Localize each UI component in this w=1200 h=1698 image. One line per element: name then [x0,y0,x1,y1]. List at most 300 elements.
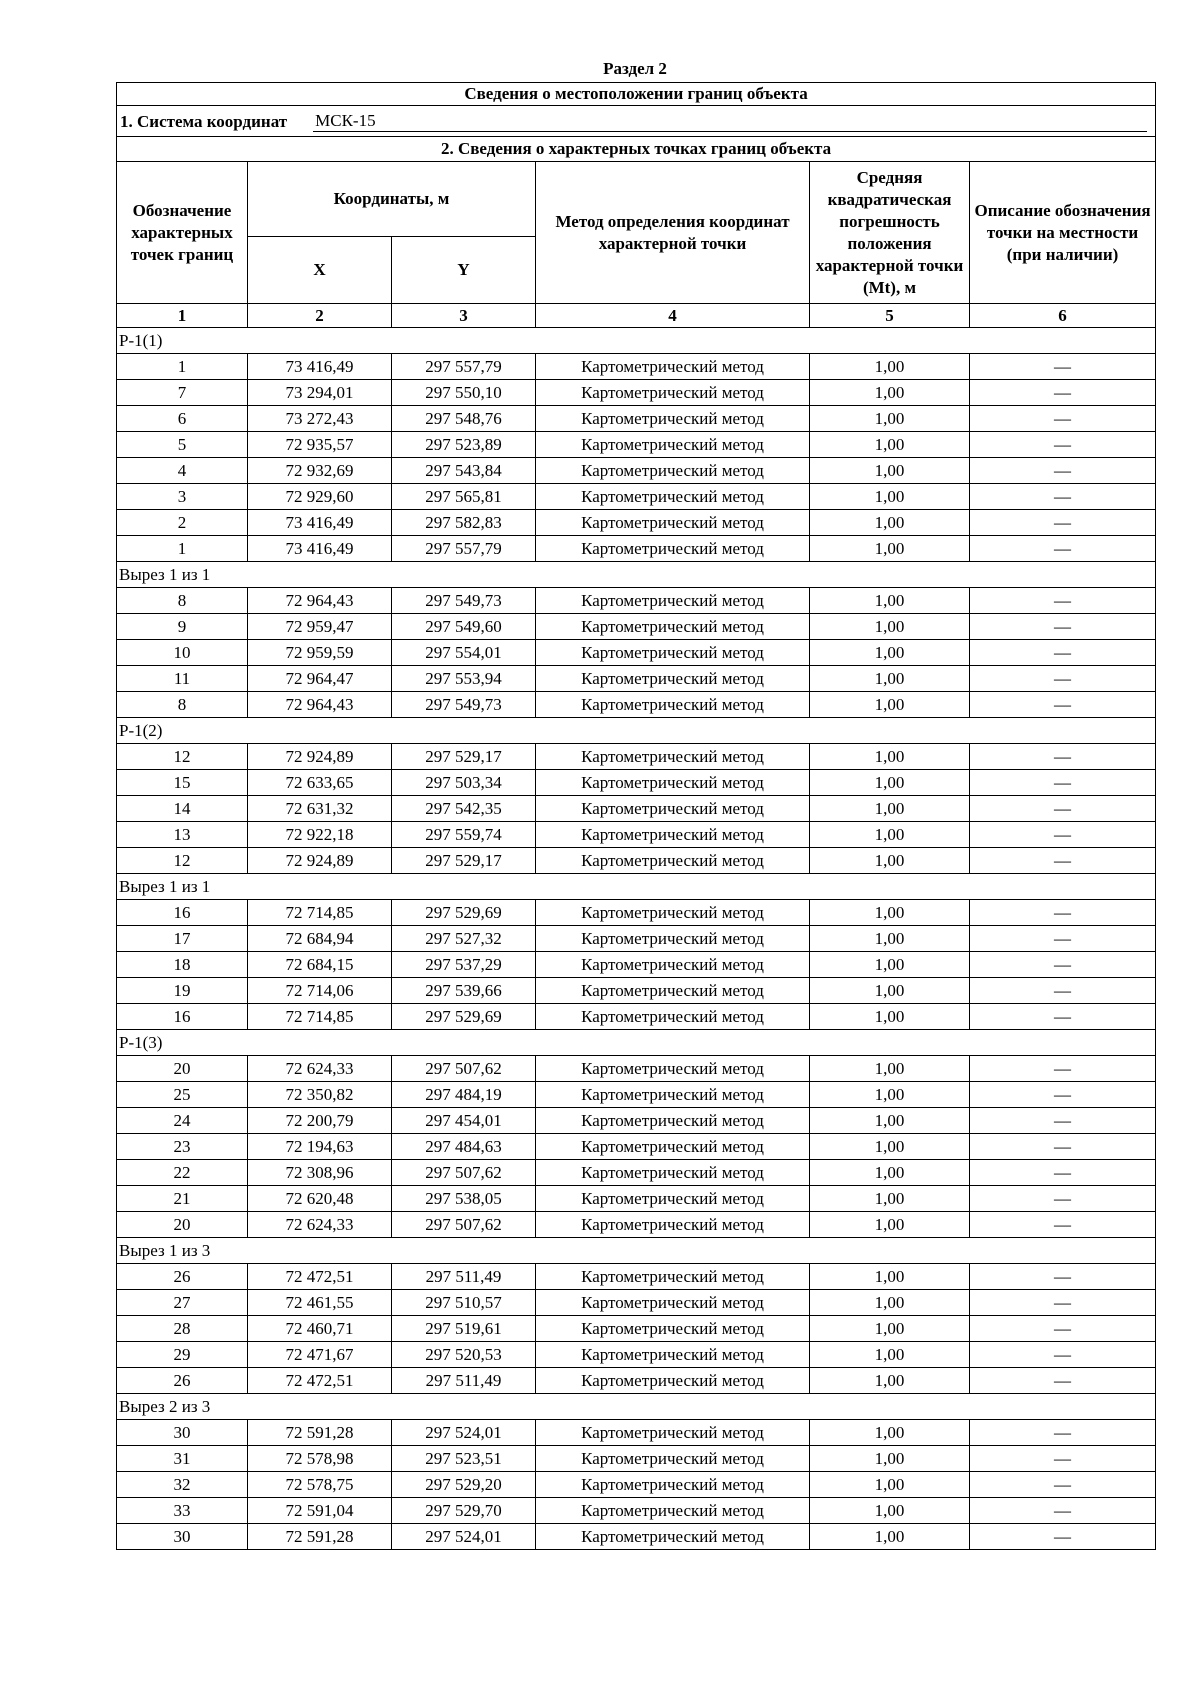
method-cell: Картометрический метод [536,822,810,848]
accuracy-cell: 1,00 [810,1186,970,1212]
description-cell: — [970,1420,1156,1446]
method-cell: Картометрический метод [536,770,810,796]
method-cell: Картометрический метод [536,1524,810,1550]
method-cell: Картометрический метод [536,978,810,1004]
y-coordinate-cell: 297 510,57 [392,1290,536,1316]
description-cell: — [970,1472,1156,1498]
column-numbers-row [117,304,1156,328]
accuracy-cell: 1,00 [810,640,970,666]
y-coordinate-cell: 297 553,94 [392,666,536,692]
x-coordinate-cell: 73 416,49 [248,354,392,380]
y-coordinate-cell: 297 523,51 [392,1446,536,1472]
method-cell: Картометрический метод [536,354,810,380]
y-coordinate-cell: 297 524,01 [392,1524,536,1550]
description-cell: — [970,432,1156,458]
y-coordinate-cell: 297 507,62 [392,1160,536,1186]
point-number-cell: 30 [117,1420,248,1446]
y-coordinate-cell: 297 484,63 [392,1134,536,1160]
description-cell: — [970,510,1156,536]
description-cell: — [970,1082,1156,1108]
method-cell: Картометрический метод [536,952,810,978]
point-number-cell: 10 [117,640,248,666]
description-cell: — [970,822,1156,848]
column-number: 5 [810,304,970,328]
x-coordinate-cell: 72 471,67 [248,1342,392,1368]
description-cell: — [970,952,1156,978]
method-cell: Картометрический метод [536,1342,810,1368]
accuracy-cell: 1,00 [810,1004,970,1030]
accuracy-cell: 1,00 [810,1368,970,1394]
table-row [117,1264,1156,1290]
description-cell: — [970,1316,1156,1342]
column-number: 1 [117,304,248,328]
table-row [117,822,1156,848]
group-label: Вырез 2 из 3 [117,1394,1156,1420]
x-coordinate-cell: 72 591,28 [248,1420,392,1446]
x-coordinate-cell: 72 684,15 [248,952,392,978]
point-number-cell: 23 [117,1134,248,1160]
x-coordinate-cell: 73 272,43 [248,406,392,432]
method-cell: Картометрический метод [536,1420,810,1446]
y-coordinate-cell: 297 529,69 [392,1004,536,1030]
table-row [117,666,1156,692]
method-cell: Картометрический метод [536,1446,810,1472]
x-coordinate-cell: 72 684,94 [248,926,392,952]
point-number-cell: 29 [117,1342,248,1368]
table-row [117,848,1156,874]
description-cell: — [970,1290,1156,1316]
method-cell: Картометрический метод [536,614,810,640]
y-coordinate-cell: 297 520,53 [392,1342,536,1368]
y-coordinate-cell: 297 523,89 [392,432,536,458]
accuracy-cell: 1,00 [810,692,970,718]
description-cell: — [970,978,1156,1004]
table-row [117,952,1156,978]
table-row [117,536,1156,562]
description-cell: — [970,744,1156,770]
description-cell: — [970,926,1156,952]
point-number-cell: 20 [117,1056,248,1082]
point-number-cell: 3 [117,484,248,510]
point-number-cell: 26 [117,1368,248,1394]
point-number-cell: 26 [117,1264,248,1290]
accuracy-cell: 1,00 [810,848,970,874]
method-cell: Картометрический метод [536,1368,810,1394]
accuracy-cell: 1,00 [810,406,970,432]
accuracy-cell: 1,00 [810,770,970,796]
description-cell: — [970,666,1156,692]
description-cell: — [970,1368,1156,1394]
method-cell: Картометрический метод [536,1264,810,1290]
method-cell: Картометрический метод [536,484,810,510]
table-row [117,1082,1156,1108]
x-coordinate-cell: 72 631,32 [248,796,392,822]
point-number-cell: 25 [117,1082,248,1108]
point-number-cell: 19 [117,978,248,1004]
accuracy-cell: 1,00 [810,926,970,952]
coordinate-system-value: МСК-15 [313,111,1147,132]
description-cell: — [970,536,1156,562]
x-coordinate-cell: 72 350,82 [248,1082,392,1108]
y-coordinate-cell: 297 565,81 [392,484,536,510]
y-coordinate-cell: 297 548,76 [392,406,536,432]
group-label: Р-1(3) [117,1030,1156,1056]
y-coordinate-cell: 297 503,34 [392,770,536,796]
x-coordinate-cell: 73 294,01 [248,380,392,406]
y-coordinate-cell: 297 549,73 [392,588,536,614]
description-cell: — [970,1264,1156,1290]
method-cell: Картометрический метод [536,848,810,874]
header-accuracy: Средняя квадратическая погрешность положения характерной точки (Mt), м [810,162,970,304]
accuracy-cell: 1,00 [810,1498,970,1524]
description-cell: — [970,770,1156,796]
y-coordinate-cell: 297 529,69 [392,900,536,926]
description-cell: — [970,848,1156,874]
point-number-cell: 33 [117,1498,248,1524]
table-row [117,432,1156,458]
method-cell: Картометрический метод [536,640,810,666]
header-coordinates: Координаты, м [248,162,536,237]
y-coordinate-cell: 297 549,60 [392,614,536,640]
x-coordinate-cell: 72 964,43 [248,692,392,718]
description-cell: — [970,380,1156,406]
point-number-cell: 8 [117,588,248,614]
x-coordinate-cell: 72 959,47 [248,614,392,640]
accuracy-cell: 1,00 [810,796,970,822]
x-coordinate-cell: 72 472,51 [248,1368,392,1394]
accuracy-cell: 1,00 [810,380,970,406]
method-cell: Картометрический метод [536,1212,810,1238]
accuracy-cell: 1,00 [810,822,970,848]
method-cell: Картометрический метод [536,1056,810,1082]
point-number-cell: 22 [117,1160,248,1186]
point-number-cell: 12 [117,848,248,874]
method-cell: Картометрический метод [536,1134,810,1160]
accuracy-cell: 1,00 [810,536,970,562]
accuracy-cell: 1,00 [810,1056,970,1082]
table-row [117,770,1156,796]
table-row [117,1446,1156,1472]
point-number-cell: 5 [117,432,248,458]
description-cell: — [970,1160,1156,1186]
accuracy-cell: 1,00 [810,666,970,692]
table-row [117,614,1156,640]
method-cell: Картометрический метод [536,1290,810,1316]
description-cell: — [970,1446,1156,1472]
point-number-cell: 9 [117,614,248,640]
group-label: Вырез 1 из 1 [117,874,1156,900]
accuracy-cell: 1,00 [810,1134,970,1160]
method-cell: Картометрический метод [536,692,810,718]
table-row [117,1342,1156,1368]
description-cell: — [970,458,1156,484]
column-number: 2 [248,304,392,328]
point-number-cell: 31 [117,1446,248,1472]
description-cell: — [970,1004,1156,1030]
table-row [117,796,1156,822]
group-row [117,874,1156,900]
accuracy-cell: 1,00 [810,952,970,978]
page-title: Раздел 2 [603,59,667,78]
description-cell: — [970,1342,1156,1368]
header-description: Описание обозначения точки на местности (при наличии) [970,162,1156,304]
method-cell: Картометрический метод [536,1316,810,1342]
point-number-cell: 7 [117,380,248,406]
group-row [117,562,1156,588]
description-cell: — [970,1056,1156,1082]
x-coordinate-cell: 72 591,28 [248,1524,392,1550]
y-coordinate-cell: 297 529,20 [392,1472,536,1498]
table-row [117,640,1156,666]
accuracy-cell: 1,00 [810,614,970,640]
accuracy-cell: 1,00 [810,510,970,536]
y-coordinate-cell: 297 559,74 [392,822,536,848]
description-cell: — [970,900,1156,926]
description-cell: — [970,1498,1156,1524]
point-number-cell: 16 [117,900,248,926]
y-coordinate-cell: 297 557,79 [392,536,536,562]
table-row [117,406,1156,432]
point-number-cell: 1 [117,536,248,562]
group-row [117,1238,1156,1264]
method-cell: Картометрический метод [536,900,810,926]
table-row [117,1134,1156,1160]
group-row [117,1030,1156,1056]
accuracy-cell: 1,00 [810,1264,970,1290]
point-number-cell: 13 [117,822,248,848]
header-x: X [248,237,392,304]
table-row [117,926,1156,952]
accuracy-cell: 1,00 [810,900,970,926]
accuracy-cell: 1,00 [810,1108,970,1134]
y-coordinate-cell: 297 529,17 [392,744,536,770]
method-cell: Картометрический метод [536,744,810,770]
y-coordinate-cell: 297 511,49 [392,1368,536,1394]
y-coordinate-cell: 297 519,61 [392,1316,536,1342]
point-number-cell: 2 [117,510,248,536]
method-cell: Картометрический метод [536,1004,810,1030]
x-coordinate-cell: 72 714,85 [248,900,392,926]
method-cell: Картометрический метод [536,1108,810,1134]
accuracy-cell: 1,00 [810,744,970,770]
method-cell: Картометрический метод [536,510,810,536]
description-cell: — [970,1212,1156,1238]
boundary-points-table [116,82,1156,1550]
table-row [117,588,1156,614]
y-coordinate-cell: 297 538,05 [392,1186,536,1212]
x-coordinate-cell: 72 714,85 [248,1004,392,1030]
point-number-cell: 16 [117,1004,248,1030]
point-number-cell: 11 [117,666,248,692]
description-cell: — [970,796,1156,822]
x-coordinate-cell: 72 578,75 [248,1472,392,1498]
y-coordinate-cell: 297 554,01 [392,640,536,666]
group-label: Вырез 1 из 3 [117,1238,1156,1264]
accuracy-cell: 1,00 [810,354,970,380]
table-title: Сведения о местоположении границ объекта [117,83,1156,106]
x-coordinate-cell: 72 578,98 [248,1446,392,1472]
table-row [117,1498,1156,1524]
group-label: Р-1(1) [117,328,1156,354]
accuracy-cell: 1,00 [810,432,970,458]
method-cell: Картометрический метод [536,458,810,484]
method-cell: Картометрический метод [536,1082,810,1108]
y-coordinate-cell: 297 543,84 [392,458,536,484]
coordinate-system-label: 1. Система координат [120,111,288,131]
method-cell: Картометрический метод [536,536,810,562]
method-cell: Картометрический метод [536,1472,810,1498]
point-number-cell: 27 [117,1290,248,1316]
y-coordinate-cell: 297 507,62 [392,1056,536,1082]
description-cell: — [970,614,1156,640]
column-number: 4 [536,304,810,328]
x-coordinate-cell: 72 964,43 [248,588,392,614]
x-coordinate-cell: 72 460,71 [248,1316,392,1342]
y-coordinate-cell: 297 549,73 [392,692,536,718]
description-cell: — [970,354,1156,380]
method-cell: Картометрический метод [536,666,810,692]
description-cell: — [970,484,1156,510]
table-row [117,1316,1156,1342]
group-row [117,1394,1156,1420]
y-coordinate-cell: 297 524,01 [392,1420,536,1446]
y-coordinate-cell: 297 550,10 [392,380,536,406]
group-label: Р-1(2) [117,718,1156,744]
table-row [117,1212,1156,1238]
boundary-document [116,82,1155,1550]
point-number-cell: 20 [117,1212,248,1238]
x-coordinate-cell: 72 959,59 [248,640,392,666]
section-title: 2. Сведения о характерных точках границ объекта [117,137,1156,162]
table-row [117,1524,1156,1550]
method-cell: Картометрический метод [536,1498,810,1524]
x-coordinate-cell: 73 416,49 [248,536,392,562]
method-cell: Картометрический метод [536,1186,810,1212]
column-number: 3 [392,304,536,328]
description-cell: — [970,1108,1156,1134]
accuracy-cell: 1,00 [810,1082,970,1108]
table-row [117,1056,1156,1082]
table-row [117,458,1156,484]
description-cell: — [970,1524,1156,1550]
y-coordinate-cell: 297 511,49 [392,1264,536,1290]
x-coordinate-cell: 72 624,33 [248,1056,392,1082]
y-coordinate-cell: 297 527,32 [392,926,536,952]
point-number-cell: 32 [117,1472,248,1498]
table-row [117,380,1156,406]
description-cell: — [970,588,1156,614]
table-row [117,354,1156,380]
point-number-cell: 30 [117,1524,248,1550]
accuracy-cell: 1,00 [810,588,970,614]
y-coordinate-cell: 297 582,83 [392,510,536,536]
table-row [117,484,1156,510]
table-row [117,1108,1156,1134]
table-row [117,1368,1156,1394]
description-cell: — [970,640,1156,666]
point-number-cell: 24 [117,1108,248,1134]
accuracy-cell: 1,00 [810,1290,970,1316]
description-cell: — [970,1186,1156,1212]
table-row [117,692,1156,718]
point-number-cell: 28 [117,1316,248,1342]
x-coordinate-cell: 72 932,69 [248,458,392,484]
point-number-cell: 6 [117,406,248,432]
point-number-cell: 17 [117,926,248,952]
table-row [117,1290,1156,1316]
method-cell: Картометрический метод [536,380,810,406]
header-y: Y [392,237,536,304]
method-cell: Картометрический метод [536,796,810,822]
table-row [117,1004,1156,1030]
x-coordinate-cell: 72 461,55 [248,1290,392,1316]
point-number-cell: 15 [117,770,248,796]
table-row [117,1160,1156,1186]
table-row [117,1186,1156,1212]
group-label: Вырез 1 из 1 [117,562,1156,588]
method-cell: Картометрический метод [536,406,810,432]
y-coordinate-cell: 297 542,35 [392,796,536,822]
point-number-cell: 21 [117,1186,248,1212]
x-coordinate-cell: 72 924,89 [248,848,392,874]
point-number-cell: 1 [117,354,248,380]
x-coordinate-cell: 72 935,57 [248,432,392,458]
x-coordinate-cell: 72 620,48 [248,1186,392,1212]
accuracy-cell: 1,00 [810,1342,970,1368]
method-cell: Картометрический метод [536,926,810,952]
accuracy-cell: 1,00 [810,1160,970,1186]
group-row [117,718,1156,744]
accuracy-cell: 1,00 [810,1212,970,1238]
accuracy-cell: 1,00 [810,1316,970,1342]
accuracy-cell: 1,00 [810,484,970,510]
table-row [117,900,1156,926]
y-coordinate-cell: 297 484,19 [392,1082,536,1108]
description-cell: — [970,1134,1156,1160]
point-number-cell: 4 [117,458,248,484]
y-coordinate-cell: 297 529,70 [392,1498,536,1524]
y-coordinate-cell: 297 557,79 [392,354,536,380]
accuracy-cell: 1,00 [810,1446,970,1472]
x-coordinate-cell: 72 964,47 [248,666,392,692]
accuracy-cell: 1,00 [810,1472,970,1498]
x-coordinate-cell: 72 633,65 [248,770,392,796]
y-coordinate-cell: 297 529,17 [392,848,536,874]
x-coordinate-cell: 72 591,04 [248,1498,392,1524]
point-number-cell: 12 [117,744,248,770]
table-row [117,744,1156,770]
table-row [117,978,1156,1004]
y-coordinate-cell: 297 539,66 [392,978,536,1004]
x-coordinate-cell: 72 922,18 [248,822,392,848]
table-row [117,1420,1156,1446]
description-cell: — [970,406,1156,432]
method-cell: Картометрический метод [536,588,810,614]
x-coordinate-cell: 72 714,06 [248,978,392,1004]
accuracy-cell: 1,00 [810,458,970,484]
point-number-cell: 18 [117,952,248,978]
method-cell: Картометрический метод [536,1160,810,1186]
column-number: 6 [970,304,1156,328]
table-row [117,510,1156,536]
x-coordinate-cell: 72 200,79 [248,1108,392,1134]
accuracy-cell: 1,00 [810,1420,970,1446]
header-point-designation: Обозначение характерных точек границ [117,162,248,304]
header-method: Метод определения координат характерной точки [536,162,810,304]
table-row [117,1472,1156,1498]
point-number-cell: 14 [117,796,248,822]
x-coordinate-cell: 72 624,33 [248,1212,392,1238]
